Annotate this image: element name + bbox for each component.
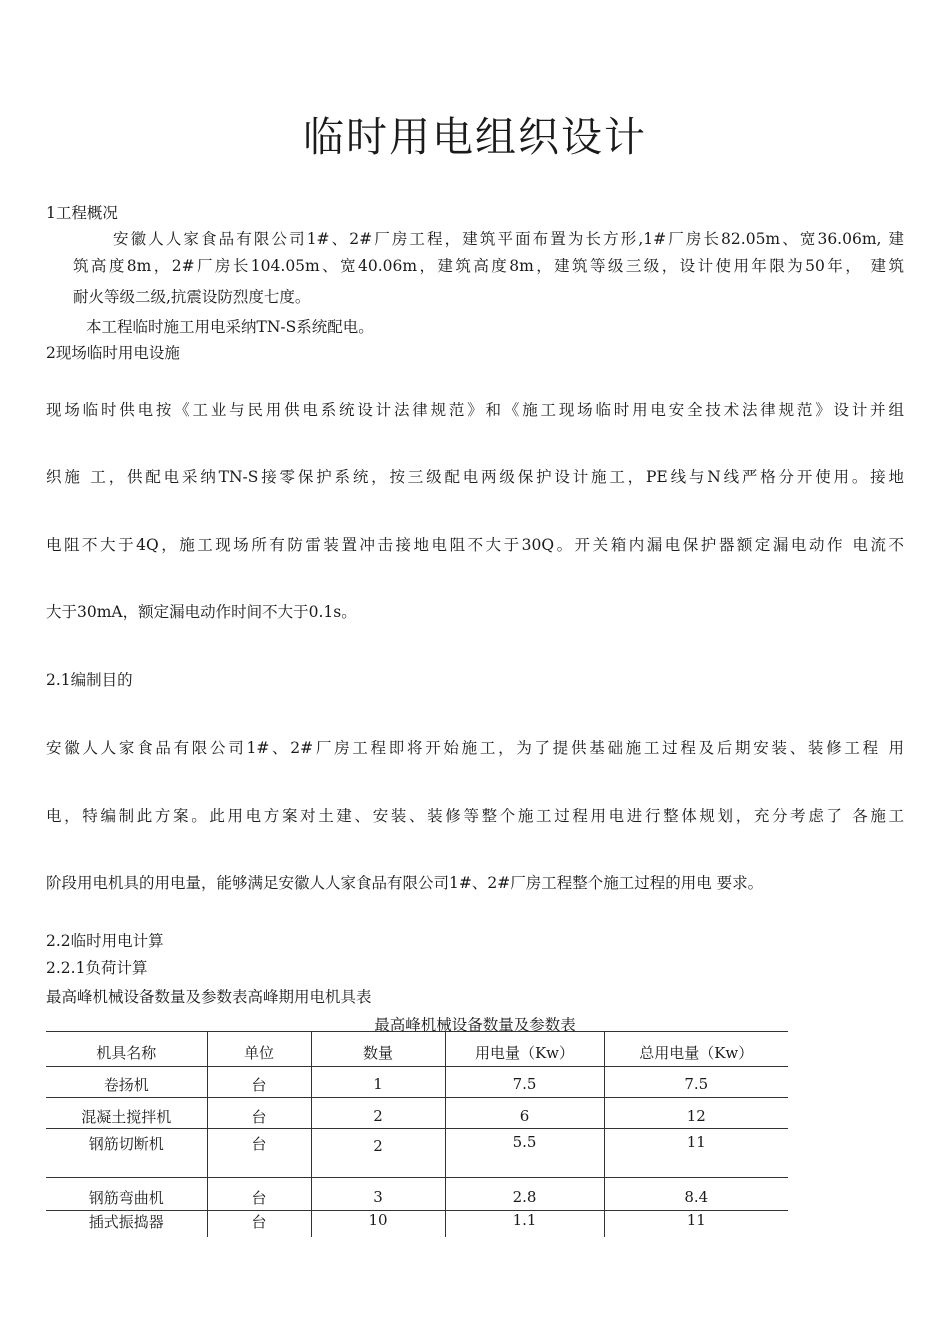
table-caption: 最高峰机械设备数量及参数表: [374, 1016, 576, 1034]
cell-power: 7.5: [445, 1067, 604, 1098]
cell-power: 6: [445, 1098, 604, 1129]
cell-unit: 台: [207, 1129, 311, 1178]
equipment-table: [46, 1031, 788, 1237]
cell-unit: 台: [207, 1067, 311, 1098]
cell-quantity: 2: [311, 1129, 445, 1178]
header-total-power: 总用电量（Kw）: [604, 1032, 788, 1067]
table-row: [46, 1098, 788, 1129]
header-equipment-name: 机具名称: [46, 1032, 207, 1067]
table-row: [46, 1211, 788, 1238]
section-1-para1-line3: 耐火等级二级,抗震设防烈度七度。: [73, 288, 311, 306]
header-unit: 单位: [207, 1032, 311, 1067]
cell-unit: 台: [207, 1098, 311, 1129]
cell-power: 2.8: [445, 1178, 604, 1211]
cell-total: 12: [604, 1098, 788, 1129]
cell-quantity: 10: [311, 1211, 445, 1238]
cell-power: 1.1: [445, 1211, 604, 1238]
section-2-1-line2: 电，特编制此方案。此用电方案对土建、安装、装修等整个施工过程用电进行整体规划，充分考虑了 各施工: [46, 807, 904, 825]
section-2-1-line1: 安徽人人家食品有限公司1#、2#厂房工程即将开始施工，为了提供基础施工过程及后期安装、装修工程 用: [46, 739, 904, 757]
cell-total: 8.4: [604, 1178, 788, 1211]
cell-name: 卷扬机: [46, 1067, 207, 1098]
section-1-heading: 1工程概况: [46, 204, 118, 222]
cell-name: 钢筋弯曲机: [46, 1178, 207, 1211]
table-intro-text: 最高峰机械设备数量及参数表高峰期用电机具表: [46, 988, 372, 1006]
section-2-heading: 2现场临时用电设施: [46, 344, 180, 362]
section-2-line4: 大于30mA，额定漏电动作时间不大于0.1s。: [46, 603, 357, 621]
cell-power: 5.5: [445, 1129, 604, 1178]
cell-unit: 台: [207, 1178, 311, 1211]
cell-name: 插式振捣器: [88, 1213, 164, 1231]
table-header-row: [46, 1032, 788, 1067]
cell-quantity: 2: [311, 1098, 445, 1129]
section-2-1-heading: 2.1编制目的: [46, 671, 133, 689]
cell-unit: 台: [207, 1211, 311, 1238]
table-row: [46, 1067, 788, 1098]
document-title: 临时用电组织设计: [303, 113, 647, 161]
cell-quantity: 1: [311, 1067, 445, 1098]
cell-quantity: 3: [311, 1178, 445, 1211]
cell-name: 混凝土搅拌机: [46, 1098, 207, 1129]
section-2-2-1-heading: 2.2.1负荷计算: [46, 959, 148, 977]
cell-total: 11: [604, 1129, 788, 1178]
section-2-1-line3: 阶段用电机具的用电量，能够满足安徽人人家食品有限公司1#、2#厂房工程整个施工过程的用电 要求。: [46, 874, 764, 892]
section-2-line1: 现场临时供电按《工业与民用供电系统设计法律规范》和《施工现场临时用电安全技术法律规范》设计并组: [46, 401, 904, 419]
section-2-line2: 织施 工，供配电采纳TN-S接零保护系统，按三级配电两级保护设计施工，PE线与N线严格分开使用。接地: [46, 468, 904, 486]
header-quantity: 数量: [311, 1032, 445, 1067]
section-1-para1-line2: 筑高度8m，2#厂房长104.05m、宽40.06m，建筑高度8m，建筑等级三级，设计使用年限为50年， 建筑: [73, 257, 904, 275]
table-row: [46, 1129, 788, 1178]
cell-name: 钢筋切断机: [46, 1129, 207, 1178]
section-2-2-heading: 2.2临时用电计算: [46, 932, 164, 950]
section-1-para2: 本工程临时施工用电采纳TN-S系统配电。: [86, 318, 374, 336]
cell-total: 11: [604, 1211, 788, 1238]
header-power: 用电量（Kw）: [445, 1032, 604, 1067]
table-row: [46, 1178, 788, 1211]
section-2-line3: 电阻不大于4Q，施工现场所有防雷装置冲击接地电阻不大于30Q。开关箱内漏电保护器额定漏电动作 电流不: [46, 536, 904, 554]
cell-total: 7.5: [604, 1067, 788, 1098]
section-1-para1-line1: 安徽人人家食品有限公司1#、2#厂房工程，建筑平面布置为长方形,1#厂房长82.05m、宽36.06m, 建: [113, 230, 904, 248]
